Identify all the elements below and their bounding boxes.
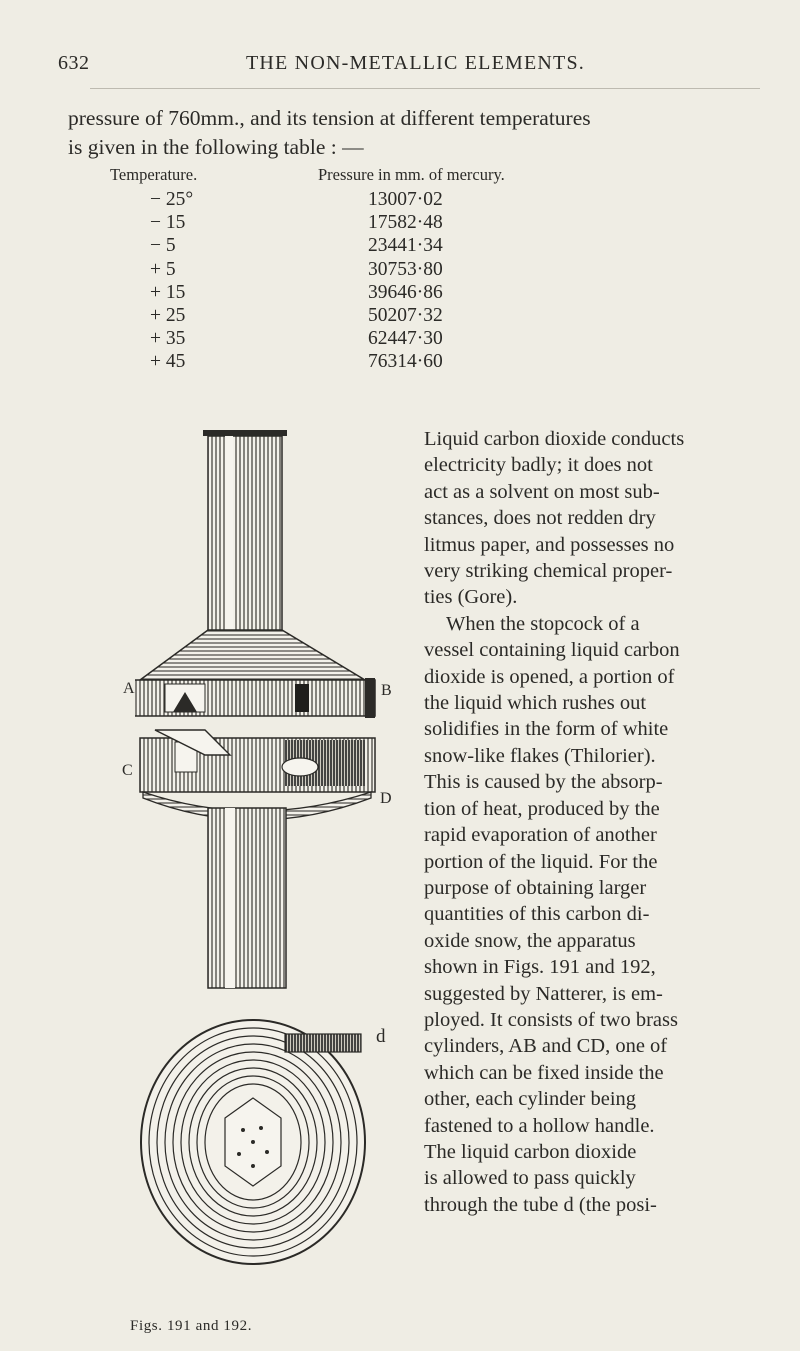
header-rule — [90, 88, 760, 89]
table-cell: + 15 — [150, 281, 186, 303]
label-c: C — [122, 762, 133, 779]
table-cell: 76314·60 — [368, 351, 443, 373]
text-line: snow-like flakes (Thilorier). — [424, 744, 656, 767]
table-cell: 30753·80 — [368, 258, 443, 280]
table-header-pressure: Pressure in mm. of mercury. — [318, 165, 505, 184]
top-handle — [208, 436, 282, 636]
table-cell: − 15 — [150, 212, 186, 234]
text-line: Liquid carbon dioxide conducts — [424, 428, 685, 450]
text-line: electricity badly; it does not — [424, 454, 653, 477]
text-line: is allowed to pass quickly — [424, 1167, 636, 1190]
funnel-flare — [140, 630, 365, 680]
text-line: purpose of obtaining larger — [424, 876, 647, 899]
table-cell: 13007·02 — [368, 189, 443, 210]
page-number: 632 — [58, 52, 90, 74]
intro-paragraph — [68, 104, 758, 162]
intro-line: pressure of 760mm., and its tension at different temperatures — [68, 106, 591, 130]
label-d-upper: D — [380, 790, 392, 807]
text-line: When the stopcock of a — [446, 612, 640, 635]
text-line: rapid evaporation of another — [424, 824, 657, 847]
text-line: quantities of this carbon di- — [424, 903, 650, 926]
temperature-column — [150, 188, 230, 374]
table-cell: 17582·48 — [368, 212, 443, 234]
text-line: suggested by Natterer, is em- — [424, 982, 663, 1005]
table-cell: − 5 — [150, 235, 176, 257]
top-handle-cap — [203, 430, 287, 436]
text-line: other, each cylinder being — [424, 1088, 637, 1111]
text-line: tion of heat, produced by the — [424, 797, 660, 820]
text-line: shown in Figs. 191 and 192, — [424, 956, 656, 979]
text-line: very striking chemical proper- — [424, 560, 673, 583]
text-line: oxide snow, the apparatus — [424, 929, 636, 952]
apparatus-engraving — [135, 430, 415, 1310]
label-b: B — [381, 682, 392, 699]
text-line: portion of the liquid. For the — [424, 850, 658, 873]
table-cell: + 45 — [150, 351, 186, 373]
text-line: dioxide is opened, a portion of — [424, 665, 675, 688]
text-line: act as a solvent on most sub- — [424, 480, 660, 503]
table-cell: + 35 — [150, 328, 186, 350]
text-line: ployed. It consists of two brass — [424, 1008, 678, 1031]
text-line: through the tube d (the posi- — [424, 1193, 657, 1216]
tube-d — [285, 1034, 361, 1052]
label-a: A — [123, 680, 135, 697]
figure-caption: Figs. 191 and 192. — [130, 1318, 253, 1334]
table-cell: 39646·86 — [368, 281, 443, 303]
intro-line: is given in the following table : — — [68, 135, 364, 159]
table-cell: + 25 — [150, 305, 186, 327]
text-line: the liquid which rushes out — [424, 692, 647, 715]
table-cell: + 5 — [150, 258, 176, 280]
text-line: This is caused by the absorp- — [424, 771, 663, 794]
apparatus-illustration — [135, 430, 415, 1310]
text-line: The liquid carbon dioxide — [424, 1140, 637, 1163]
pressure-column — [368, 188, 568, 374]
body-paragraph — [424, 426, 764, 1218]
text-line: solidifies in the form of white — [424, 718, 669, 741]
text-line: ties (Gore). — [424, 586, 518, 609]
lower-handle — [208, 808, 286, 988]
text-line: stances, does not redden dry — [424, 507, 656, 530]
label-d-lower: d — [376, 1026, 386, 1047]
running-title: THE NON-METALLIC ELEMENTS. — [246, 52, 585, 74]
text-line: fastened to a hollow handle. — [424, 1114, 655, 1137]
fig-192-disc — [141, 1020, 365, 1264]
text-line: which can be fixed inside the — [424, 1061, 664, 1084]
table-cell: 50207·32 — [368, 305, 443, 327]
running-header — [58, 52, 728, 78]
text-line: litmus paper, and possesses no — [424, 533, 675, 556]
text-line: cylinders, AB and CD, one of — [424, 1035, 668, 1058]
table-cell: 62447·30 — [368, 328, 443, 350]
table-cell: 23441·34 — [368, 235, 443, 257]
table-header-temperature: Temperature. — [110, 165, 198, 184]
text-line: vessel containing liquid carbon — [424, 639, 680, 662]
table-cell: − 25° — [150, 189, 194, 210]
